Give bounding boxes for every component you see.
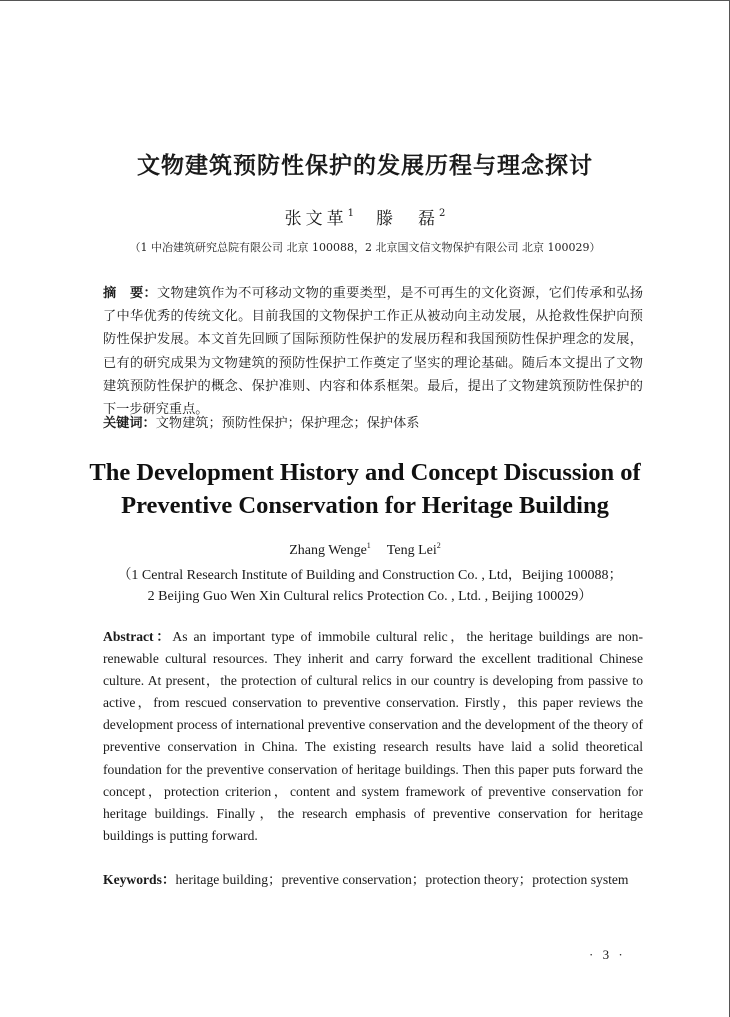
chinese-abstract-label: 摘 要： [103,286,158,301]
english-title [0,456,730,522]
english-author-2: Teng Lei [386,543,437,558]
english-author-1-affil-mark: 1 [366,541,371,550]
chinese-abstract-text: 文物建筑作为不可移动文物的重要类型，是不可再生的文化资源，它们传承和弘扬了中华优秀的传统文化。目前我国的文物保护工作正从被动向主动发展，从抢救性保护向预防性保护发展。本文首先回顾了国际预防性保护的发展历程和我国预防性保护理念的发展，已有的研究成果为文物建筑的预防性保护工作奠定了坚实的理论基础。随后本文提出了文物建筑预防性保护的概念、保护准则、内容和体系框架。最后，提出了文物建筑预防性保护的下一步研究重点。 [103,286,644,418]
chinese-author-1-affil-mark: 1 [347,208,354,219]
english-keywords-label: Keywords： [103,872,176,887]
chinese-author-2: 滕 磊 [376,209,439,229]
english-keywords [103,869,643,891]
english-abstract-text: As an important type of immobile cultural relic，the heritage buildings are non-renewable cultural resources. They inherit and carry forward the excellent traditional Chinese culture. At present，the protection of cultural relics in our country is developing from passive to active，from rescued conservation to preventive conservation. Firstly，this paper reviews the development process of international preventive conservation and the development of the theory of preventive conservation in China. The existing research results have laid a solid theoretical foundation for the preventive conservation of heritage buildings. Then this paper puts forward the concept，protection criterion，content and system framework of preventive conservation for heritage buildings. Finally，the research emphasis of preventive conservation for heritage buildings is putting forward. [103,629,643,843]
page-number: · 3 · [589,947,626,962]
chinese-author-1: 张文革 [284,209,348,229]
chinese-keywords [103,414,643,434]
chinese-affiliations: （1 中冶建筑研究总院有限公司 北京 100088，2 北京国文信文物保护有限公司 北京 100029） [129,241,601,254]
chinese-authors [0,204,730,229]
chinese-author-2-affil-mark: 2 [439,208,446,219]
english-author-2-affil-mark: 2 [436,541,441,550]
chinese-abstract [103,282,643,421]
chinese-keywords-label: 关键词： [103,416,156,431]
english-affiliation-line-2: 2 Beijing Guo Wen Xin Cultural relics Protection Co. , Ltd. , Beijing 100029） [147,589,593,604]
chinese-keywords-text: 文物建筑；预防性保护；保护理念；保护体系 [155,416,420,431]
english-abstract-label: Abstract： [103,629,173,644]
chinese-title: 文物建筑预防性保护的发展历程与理念探讨 [137,152,593,179]
english-affiliations [80,565,660,607]
english-title-line-1: The Development History and Concept Discussion of [89,459,641,486]
english-authors [0,541,730,559]
english-author-1: Zhang Wenge [289,543,367,558]
english-affiliation-line-1: （1 Central Research Institute of Building and Construction Co. , Ltd，Beijing 100088； [117,568,623,583]
english-keywords-text: heritage building；preventive conservation；protection theory；protection system [175,872,629,887]
english-title-line-2: Preventive Conservation for Heritage Building [121,492,609,519]
english-abstract [103,626,643,847]
